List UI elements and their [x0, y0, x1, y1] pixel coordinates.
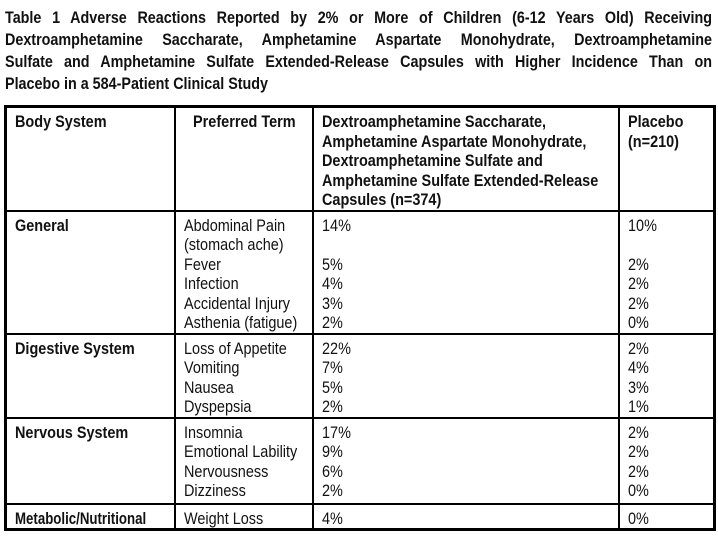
treatment-value: 14%	[321, 215, 351, 235]
preferred-term-cell	[175, 418, 313, 504]
placebo-values-cell	[619, 504, 715, 530]
header-preferred-term-label: Preferred Term	[192, 112, 296, 131]
adverse-reactions-table	[4, 105, 716, 531]
treatment-values-cell	[313, 504, 619, 530]
body-system-label: Metabolic/Nutritional	[15, 508, 147, 528]
term-line: Emotional Lability	[183, 442, 297, 461]
table-header-row	[6, 107, 715, 211]
term-line: Abdominal Pain	[183, 215, 285, 235]
term-line: Loss of Appetite	[183, 338, 287, 358]
term-line: Infection	[183, 274, 239, 293]
placebo-value	[628, 235, 694, 255]
header-placebo	[619, 107, 715, 211]
treatment-value: 2%	[321, 397, 343, 416]
term-line: Accidental Injury	[183, 293, 290, 313]
caption-line: Sulfate and Amphetamine Sulfate Extended-Release Capsules with Higher Incidence Than on	[5, 52, 713, 71]
term-line: Vomiting	[183, 358, 239, 377]
placebo-value: 2%	[627, 254, 649, 274]
treatment-value: 7%	[321, 358, 343, 377]
header-treatment-line: Capsules (n=374)	[321, 190, 441, 209]
preferred-term-cell	[175, 504, 313, 530]
term-line: (stomach ache)	[183, 235, 284, 254]
treatment-value: 5%	[321, 377, 343, 397]
treatment-value: 2%	[321, 313, 343, 332]
term-line: Nervousness	[183, 461, 268, 481]
treatment-value: 2%	[321, 481, 343, 500]
treatment-values-cell	[313, 211, 619, 334]
preferred-term-cell	[175, 334, 313, 418]
table-caption	[5, 7, 712, 95]
treatment-value	[322, 235, 567, 255]
treatment-value: 6%	[321, 461, 343, 481]
header-treatment-line: Amphetamine Sulfate Extended-Release	[321, 170, 598, 190]
placebo-values-cell	[619, 418, 715, 504]
treatment-value: 9%	[321, 442, 343, 461]
placebo-value: 3%	[627, 377, 649, 397]
term-line: Nausea	[183, 377, 234, 397]
placebo-value: 2%	[627, 293, 649, 313]
body-system-label: General	[15, 215, 69, 235]
placebo-value: 2%	[627, 338, 649, 358]
placebo-values-cell	[619, 211, 715, 334]
placebo-value: 0%	[627, 313, 649, 332]
treatment-value: 4%	[321, 274, 343, 293]
body-system-label: Nervous System	[15, 422, 129, 442]
placebo-value: 2%	[627, 442, 649, 461]
header-body-system	[6, 107, 175, 211]
header-placebo-line: Placebo	[627, 112, 683, 131]
placebo-value: 0%	[627, 508, 649, 528]
treatment-value: 17%	[321, 422, 351, 442]
placebo-value: 2%	[627, 274, 649, 293]
header-body-system-label: Body System	[15, 112, 107, 131]
placebo-value: 2%	[627, 461, 649, 481]
term-line: Fever	[183, 254, 221, 274]
table-row-metabolic	[6, 504, 715, 530]
header-placebo-line: (n=210)	[627, 131, 679, 151]
placebo-value: 10%	[627, 215, 657, 235]
body-system-cell	[6, 418, 175, 504]
term-line: Weight Loss	[183, 508, 263, 528]
table-row-general	[6, 211, 715, 334]
term-line: Dizziness	[183, 481, 246, 500]
treatment-values-cell	[313, 418, 619, 504]
table-row-digestive	[6, 334, 715, 418]
placebo-value: 1%	[627, 397, 649, 416]
term-line: Asthenia (fatigue)	[183, 313, 297, 332]
term-line: Insomnia	[183, 422, 243, 442]
header-treatment-group	[313, 107, 619, 211]
header-treatment-line: Amphetamine Aspartate Monohydrate,	[321, 131, 586, 151]
placebo-value: 4%	[627, 358, 649, 377]
placebo-value: 2%	[627, 422, 649, 442]
caption-line: Table 1 Adverse Reactions Reported by 2% or More of Children (6-12 Years Old) Receiving	[5, 8, 713, 27]
treatment-value: 4%	[321, 508, 343, 528]
body-system-cell	[6, 334, 175, 418]
body-system-cell	[6, 211, 175, 334]
caption-line: Dextroamphetamine Saccharate, Amphetamine Aspartate Monohydrate, Dextroamphetamine	[5, 30, 713, 49]
header-preferred-term	[175, 107, 313, 211]
treatment-value: 5%	[321, 254, 343, 274]
caption-line: Placebo in a 584-Patient Clinical Study	[5, 74, 269, 93]
treatment-value: 22%	[321, 338, 351, 358]
table-row-nervous	[6, 418, 715, 504]
preferred-term-cell	[175, 211, 313, 334]
term-line: Dyspepsia	[183, 397, 251, 416]
placebo-value: 0%	[627, 481, 649, 500]
header-treatment-line: Dextroamphetamine Saccharate,	[321, 112, 546, 131]
header-treatment-line: Dextroamphetamine Sulfate and	[321, 151, 543, 170]
treatment-values-cell	[313, 334, 619, 418]
body-system-label: Digestive System	[15, 338, 135, 358]
placebo-values-cell	[619, 334, 715, 418]
treatment-value: 3%	[321, 293, 343, 313]
body-system-cell	[6, 504, 175, 530]
